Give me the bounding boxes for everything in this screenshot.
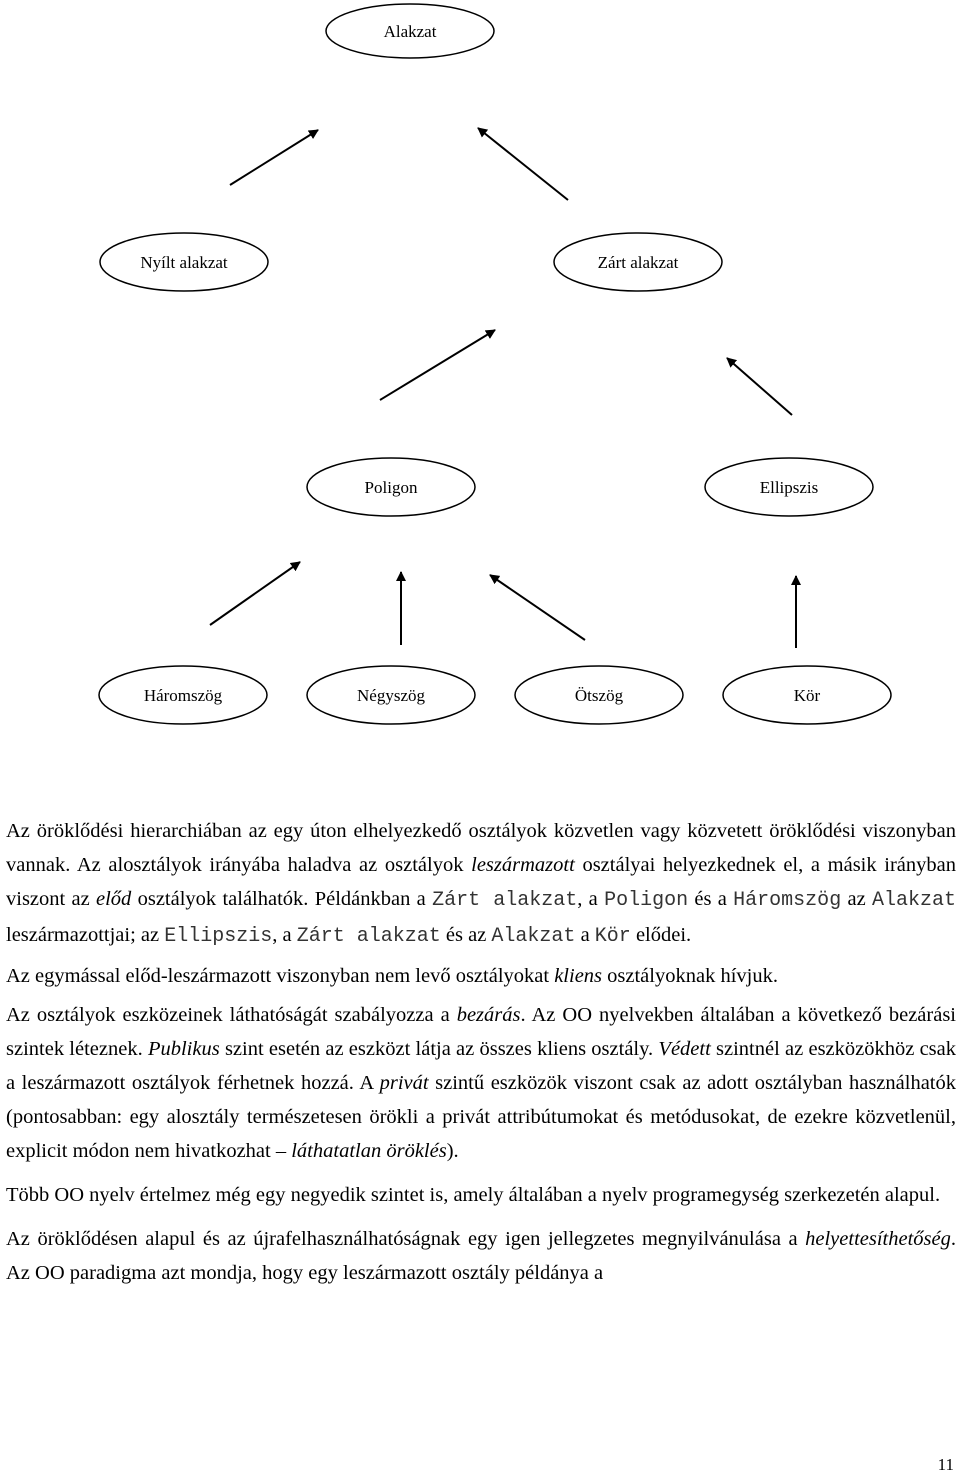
paragraph-encapsulation: Az osztályok eszközeinek láthatóságát szabályozza a bezárás. Az OO nyelvekben általában a következő bezárási szintek léteznek. Publikus szint esetén az eszközt látja az összes kliens osztály. Védett szintnél az eszközökhöz csak a leszármazott osztályok férhetnek hozzá. A privát szintű eszközök viszont csak az adott osztályban használhatók (pontosabban: egy alosztály természetesen örökli a privát attribútumokat és metódusokat, de ezekre közvetlenül, explicit módon nem hivatkozhat – láthatatlan öröklés).	[6, 1004, 957, 1162]
arrow-poligon-to-zart	[380, 330, 495, 400]
paragraph-fourth-level: Több OO nyelv értelmez még egy negyedik szintet is, amely általában a nyelv programegység szerkezetén alapul.	[6, 1184, 941, 1206]
svg-text:Zárt alakzat: Zárt alakzat	[597, 253, 679, 272]
svg-text:Alakzat: Alakzat	[383, 22, 437, 41]
node-alakzat	[326, 4, 494, 58]
node-nyilt-alakzat	[100, 233, 268, 291]
svg-text:Négyszög: Négyszög	[357, 686, 425, 705]
paragraph-substitutability: Az öröklődésen alapul és az újrafelhasználhatóságnak egy igen jellegzetes megnyilvánulása a helyettesíthetőség. Az OO paradigma azt mondja, hogy egy leszármazott osztály példánya a	[6, 1228, 956, 1284]
arrow-otszog-to-poligon	[490, 575, 585, 640]
svg-text:Háromszög: Háromszög	[143, 686, 223, 705]
node-ellipszis	[705, 458, 873, 516]
arrow-ellipszis-to-zart	[727, 358, 792, 415]
svg-text:Nyílt alakzat: Nyílt alakzat	[140, 253, 228, 272]
arrow-haromszog-to-poligon	[210, 562, 300, 625]
arrow-zart-to-alakzat	[478, 128, 568, 200]
svg-text:Poligon: Poligon	[364, 478, 418, 497]
node-kor	[723, 666, 891, 724]
node-poligon	[307, 458, 475, 516]
node-negyszog	[307, 666, 475, 724]
svg-text:Ötszög: Ötszög	[574, 686, 624, 705]
paragraph-client-classes: Az egymással előd-leszármazott viszonyban nem levő osztályokat kliens osztályoknak hívjuk.	[6, 965, 778, 987]
node-haromszog	[99, 666, 267, 724]
node-otszog	[515, 666, 683, 724]
page-number: 11	[937, 1455, 954, 1474]
svg-text:Ellipszis: Ellipszis	[759, 478, 819, 497]
svg-text:Kör: Kör	[793, 686, 821, 705]
node-zart-alakzat	[554, 233, 722, 291]
paragraph-inheritance-hierarchy: Az öröklődési hierarchiában az egy úton elhelyezkedő osztályok közvetlen vagy közvetett öröklődési viszonyban vannak. Az alosztályok irányába haladva az osztályok leszármazott osztályai helyezkednek el, a másik irányban viszont az előd osztályok találhatók. Példánkban a Zárt alakzat, a Poligon és a Háromszög az Alakzat leszármazottjai; az Ellipszis, a Zárt alakzat és az Alakzat a Kör elődei.	[6, 820, 957, 948]
arrow-nyilt-to-alakzat	[230, 130, 318, 185]
body-text	[6, 814, 956, 1300]
